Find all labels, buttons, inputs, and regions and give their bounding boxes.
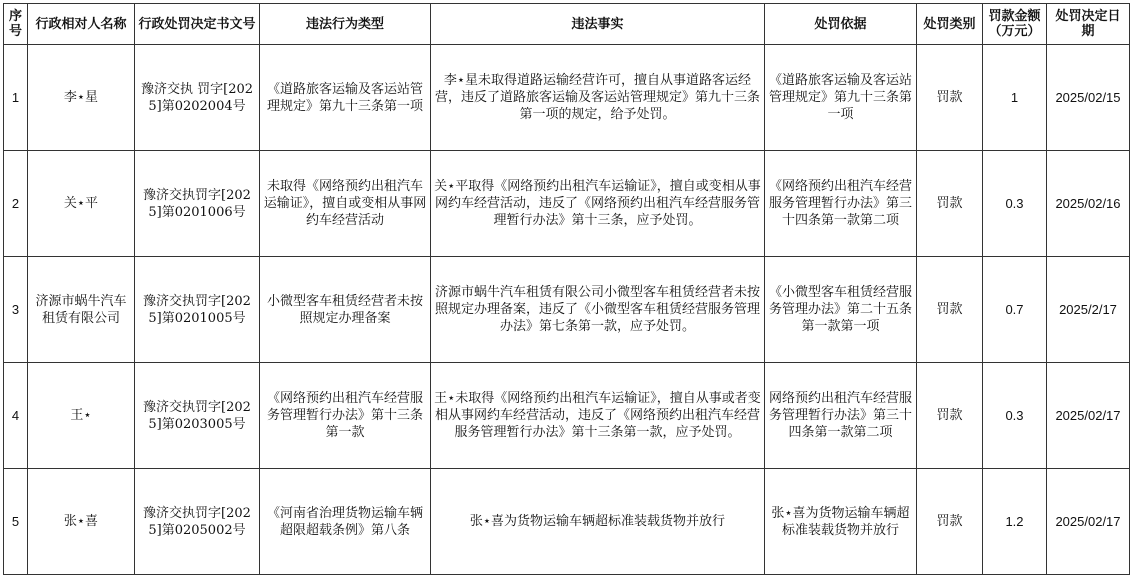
cell-basis: 张⋆喜为货物运输车辆超标准装载货物并放行 [765, 469, 917, 575]
cell-seq: 5 [4, 469, 28, 575]
cell-violation-type: 《道路旅客运输及客运站管理规定》第九十三条第一项 [260, 45, 431, 151]
header-basis: 处罚依据 [765, 4, 917, 45]
cell-amount: 0.3 [983, 363, 1047, 469]
cell-category: 罚款 [917, 45, 983, 151]
cell-basis: 《网络预约出租汽车经营服务管理暂行办法》第三十四条第一款第二项 [765, 151, 917, 257]
table-row [4, 45, 1130, 151]
header-category: 处罚类别 [917, 4, 983, 45]
cell-violation-type: 《河南省治理货物运输车辆超限超载条例》第八条 [260, 469, 431, 575]
header-seq: 序号 [4, 4, 28, 45]
cell-date: 2025/02/16 [1047, 151, 1130, 257]
table-header-row [4, 4, 1130, 45]
table-row [4, 469, 1130, 575]
cell-facts: 李⋆星未取得道路运输经营许可，擅自从事道路客运经营，违反了道路旅客运输及客运站管理规定》第九十三条第一项的规定，给予处罚。 [431, 45, 765, 151]
cell-basis: 《小微型客车租赁经营服务管理办法》第二十五条第一款第一项 [765, 257, 917, 363]
cell-basis: 网络预约出租汽车经营服务管理暂行办法》第三十四条第一款第二项 [765, 363, 917, 469]
penalty-table [3, 3, 1130, 575]
table-row [4, 363, 1130, 469]
cell-amount: 1.2 [983, 469, 1047, 575]
header-violation-type: 违法行为类型 [260, 4, 431, 45]
cell-party: 济源市蜗牛汽车租赁有限公司 [28, 257, 135, 363]
cell-violation-type: 未取得《网络预约出租汽车运输证》，擅自或变相从事网约车经营活动 [260, 151, 431, 257]
cell-party: 关⋆平 [28, 151, 135, 257]
cell-seq: 4 [4, 363, 28, 469]
cell-party: 张⋆喜 [28, 469, 135, 575]
cell-doc-no: 豫济交执罚字[2025]第0201005号 [135, 257, 260, 363]
cell-doc-no: 豫济交执 罚字[2025]第0202004号 [135, 45, 260, 151]
cell-category: 罚款 [917, 257, 983, 363]
cell-category: 罚款 [917, 469, 983, 575]
cell-doc-no: 豫济交执罚字[2025]第0201006号 [135, 151, 260, 257]
header-doc-no: 行政处罚决定书文号 [135, 4, 260, 45]
cell-date: 2025/02/17 [1047, 469, 1130, 575]
cell-seq: 1 [4, 45, 28, 151]
header-amount: 罚款金额（万元） [983, 4, 1047, 45]
cell-date: 2025/02/15 [1047, 45, 1130, 151]
cell-violation-type: 《网络预约出租汽车经营服务管理暂行办法》第十三条第一款 [260, 363, 431, 469]
cell-date: 2025/2/17 [1047, 257, 1130, 363]
cell-basis: 《道路旅客运输及客运站管理规定》第九十三条第一项 [765, 45, 917, 151]
table-row [4, 151, 1130, 257]
cell-facts: 济源市蜗牛汽车租赁有限公司小微型客车租赁经营者未按照规定办理备案，违反了《小微型客车租赁经营服务管理办法》第七条第一款，应予处罚。 [431, 257, 765, 363]
cell-seq: 3 [4, 257, 28, 363]
cell-seq: 2 [4, 151, 28, 257]
header-date: 处罚决定日期 [1047, 4, 1130, 45]
cell-doc-no: 豫济交执罚字[2025]第0205002号 [135, 469, 260, 575]
cell-facts: 王⋆未取得《网络预约出租汽车运输证》，擅自从事或者变相从事网约车经营活动，违反了《网络预约出租汽车经营服务管理暂行办法》第十三条第一款，应予处罚。 [431, 363, 765, 469]
cell-date: 2025/02/17 [1047, 363, 1130, 469]
cell-party: 王⋆ [28, 363, 135, 469]
cell-facts: 关⋆平取得《网络预约出租汽车运输证》，擅自或变相从事网约车经营活动，违反了《网络预约出租汽车经营服务管理暂行办法》第十三条，应予处罚。 [431, 151, 765, 257]
cell-party: 李⋆星 [28, 45, 135, 151]
cell-category: 罚款 [917, 151, 983, 257]
cell-amount: 1 [983, 45, 1047, 151]
header-facts: 违法事实 [431, 4, 765, 45]
cell-facts: 张⋆喜为货物运输车辆超标准装载货物并放行 [431, 469, 765, 575]
table-row [4, 257, 1130, 363]
cell-amount: 0.3 [983, 151, 1047, 257]
cell-violation-type: 小微型客车租赁经营者未按照规定办理备案 [260, 257, 431, 363]
cell-category: 罚款 [917, 363, 983, 469]
cell-amount: 0.7 [983, 257, 1047, 363]
cell-doc-no: 豫济交执罚字[2025]第0203005号 [135, 363, 260, 469]
header-party: 行政相对人名称 [28, 4, 135, 45]
